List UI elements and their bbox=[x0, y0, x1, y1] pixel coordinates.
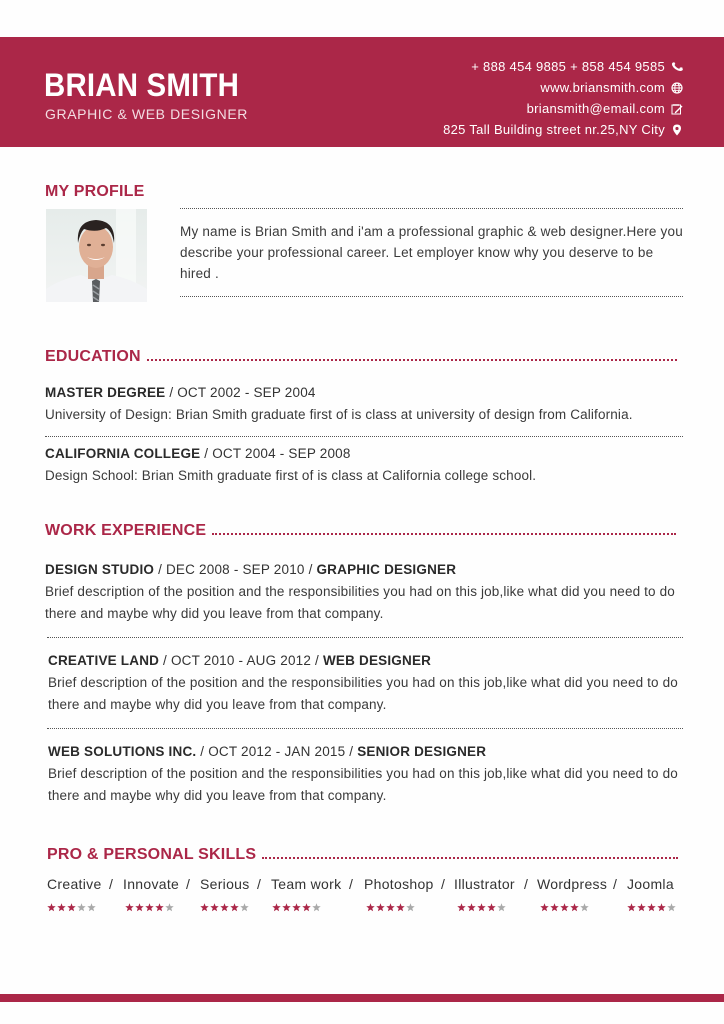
star-icon bbox=[145, 903, 154, 912]
star-icon bbox=[57, 903, 66, 912]
star-icon bbox=[155, 903, 164, 912]
skill-separator: / bbox=[613, 876, 618, 892]
skill-separator: / bbox=[109, 876, 114, 892]
contact-address bbox=[443, 119, 684, 140]
star-icon bbox=[667, 903, 676, 912]
work-entry bbox=[45, 559, 685, 625]
star-icon bbox=[560, 903, 569, 912]
star-icon bbox=[230, 903, 239, 912]
star-icon bbox=[366, 903, 375, 912]
work-heading-text: WORK EXPERIENCE bbox=[45, 522, 207, 539]
skill-rating bbox=[457, 903, 506, 912]
skills-heading-text: PRO & PERSONAL SKILLS bbox=[47, 846, 257, 863]
candidate-role: GRAPHIC & WEB DESIGNER bbox=[45, 106, 249, 122]
skills-heading bbox=[47, 846, 678, 864]
school-name: CALIFORNIA COLLEGE bbox=[45, 446, 201, 461]
star-icon bbox=[125, 903, 134, 912]
profile-divider-bottom bbox=[180, 296, 683, 297]
skill-rating bbox=[540, 903, 589, 912]
education-dates: / OCT 2002 - SEP 2004 bbox=[165, 385, 316, 400]
heading-dotted-line bbox=[147, 359, 677, 361]
work-divider bbox=[47, 728, 683, 729]
phone-icon bbox=[670, 60, 684, 74]
skill-name: Team work bbox=[271, 876, 342, 892]
candidate-name: BRIAN SMITH bbox=[44, 67, 240, 103]
education-divider bbox=[45, 436, 683, 437]
work-entry bbox=[48, 650, 688, 716]
work-heading bbox=[45, 522, 676, 540]
star-icon bbox=[302, 903, 311, 912]
company-name: DESIGN STUDIO bbox=[45, 562, 155, 577]
skill-rating bbox=[200, 903, 249, 912]
work-dates: / OCT 2012 - JAN 2015 / bbox=[196, 744, 358, 759]
work-divider bbox=[47, 637, 683, 638]
work-entry-header bbox=[48, 741, 688, 763]
star-icon bbox=[77, 903, 86, 912]
star-icon bbox=[550, 903, 559, 912]
skill-separator: / bbox=[441, 876, 446, 892]
star-icon bbox=[210, 903, 219, 912]
globe-icon bbox=[670, 81, 684, 95]
location-pin-icon bbox=[670, 123, 684, 137]
skill-rating bbox=[366, 903, 415, 912]
star-icon bbox=[627, 903, 636, 912]
skill-rating bbox=[47, 903, 96, 912]
education-heading-text: EDUCATION bbox=[45, 348, 141, 365]
profile-summary: My name is Brian Smith and i'am a professional graphic & web designer.Here you describe your professional career. Let employer know why you deserve to be hired . bbox=[180, 224, 683, 281]
star-icon bbox=[282, 903, 291, 912]
star-icon bbox=[272, 903, 281, 912]
star-icon bbox=[165, 903, 174, 912]
contact-email[interactable] bbox=[443, 98, 684, 119]
star-icon bbox=[497, 903, 506, 912]
education-entry-header bbox=[45, 382, 685, 404]
education-description: University of Design: Brian Smith graduate first of is class at university of design from California. bbox=[45, 407, 633, 422]
skill-separator: / bbox=[524, 876, 529, 892]
education-heading bbox=[45, 348, 677, 366]
star-icon bbox=[312, 903, 321, 912]
star-icon bbox=[657, 903, 666, 912]
email-text[interactable]: briansmith@email.com bbox=[526, 101, 665, 116]
star-icon bbox=[67, 903, 76, 912]
star-icon bbox=[406, 903, 415, 912]
star-icon bbox=[376, 903, 385, 912]
star-icon bbox=[87, 903, 96, 912]
profile-photo bbox=[46, 209, 147, 302]
company-name: WEB SOLUTIONS INC. bbox=[48, 744, 197, 759]
skill-rating bbox=[125, 903, 174, 912]
star-icon bbox=[47, 903, 56, 912]
star-icon bbox=[292, 903, 301, 912]
skill-name: Innovate bbox=[123, 876, 180, 892]
star-icon bbox=[647, 903, 656, 912]
heading-dotted-line bbox=[212, 533, 676, 535]
resume-header bbox=[0, 37, 724, 147]
education-description: Design School: Brian Smith graduate first of is class at California college school. bbox=[45, 468, 537, 483]
education-entry bbox=[45, 382, 685, 426]
skill-name: Joomla bbox=[627, 876, 674, 892]
education-dates: / OCT 2004 - SEP 2008 bbox=[200, 446, 351, 461]
skill-rating bbox=[272, 903, 321, 912]
work-dates: / OCT 2010 - AUG 2012 / bbox=[159, 653, 323, 668]
skill-name: Serious bbox=[200, 876, 250, 892]
website-text[interactable]: www.briansmith.com bbox=[540, 80, 665, 95]
skill-name: Photoshop bbox=[364, 876, 434, 892]
star-icon bbox=[240, 903, 249, 912]
heading-dotted-line bbox=[262, 857, 678, 859]
star-icon bbox=[580, 903, 589, 912]
job-position: SENIOR DESIGNER bbox=[357, 744, 487, 759]
star-icon bbox=[637, 903, 646, 912]
skill-name: Wordpress bbox=[537, 876, 608, 892]
profile-heading bbox=[45, 183, 145, 201]
work-entry-header bbox=[48, 650, 688, 672]
star-icon bbox=[570, 903, 579, 912]
contact-website[interactable] bbox=[443, 77, 684, 98]
work-dates: / DEC 2008 - SEP 2010 / bbox=[154, 562, 317, 577]
star-icon bbox=[457, 903, 466, 912]
skill-name: Illustrator bbox=[454, 876, 515, 892]
star-icon bbox=[135, 903, 144, 912]
job-position: WEB DESIGNER bbox=[322, 653, 432, 668]
star-icon bbox=[220, 903, 229, 912]
job-position: GRAPHIC DESIGNER bbox=[316, 562, 457, 577]
star-icon bbox=[487, 903, 496, 912]
skill-separator: / bbox=[186, 876, 191, 892]
work-description: Brief description of the position and the responsibilities you had on this job,like what did you need to do there and maybe why did you leave from that company. bbox=[45, 584, 675, 621]
star-icon bbox=[386, 903, 395, 912]
skill-rating bbox=[627, 903, 676, 912]
contact-phone bbox=[443, 56, 684, 77]
work-description: Brief description of the position and the responsibilities you had on this job,like what did you need to do there and maybe why did you leave from that company. bbox=[48, 766, 678, 803]
education-entry bbox=[45, 443, 685, 487]
degree-name: MASTER DEGREE bbox=[45, 385, 166, 400]
star-icon bbox=[467, 903, 476, 912]
star-icon bbox=[396, 903, 405, 912]
star-icon bbox=[200, 903, 209, 912]
footer-bar bbox=[0, 994, 724, 1002]
address-text: 825 Tall Building street nr.25,NY City bbox=[443, 122, 665, 137]
star-icon bbox=[477, 903, 486, 912]
skill-name: Creative bbox=[47, 876, 102, 892]
work-description: Brief description of the position and the responsibilities you had on this job,like what did you need to do there and maybe why did you leave from that company. bbox=[48, 675, 678, 712]
work-entry-header bbox=[45, 559, 685, 581]
contact-list bbox=[443, 56, 684, 140]
company-name: CREATIVE LAND bbox=[48, 653, 160, 668]
star-icon bbox=[540, 903, 549, 912]
skill-separator: / bbox=[349, 876, 354, 892]
skill-separator: / bbox=[257, 876, 262, 892]
profile-heading-text: MY PROFILE bbox=[45, 183, 145, 200]
profile-divider-top bbox=[180, 208, 683, 209]
edit-icon bbox=[670, 102, 684, 116]
phone-text: + 888 454 9885 + 858 454 9585 bbox=[471, 59, 665, 74]
education-entry-header bbox=[45, 443, 685, 465]
work-entry bbox=[48, 741, 688, 807]
